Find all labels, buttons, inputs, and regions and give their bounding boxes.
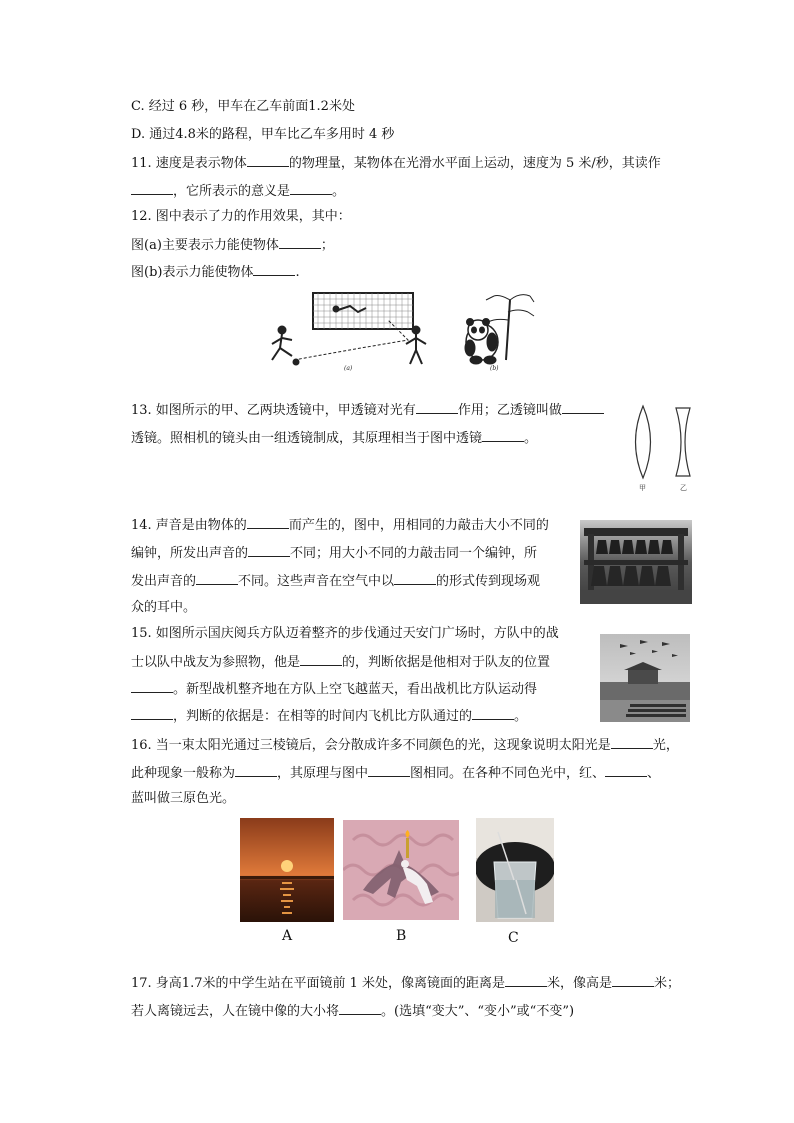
q16-image-a-sunset [240,818,334,922]
q16-line1 [131,735,679,755]
q14-text: 14. 声音是由物体的 [131,518,247,533]
q13-lens-figure [628,404,704,492]
q15-text: 。 [514,709,528,724]
answer-blank[interactable] [562,400,604,414]
q17-text: 17. 身高1.7米的中学生站在平面镜前 1 米处，像离镜面的距离是 [131,976,506,991]
answer-blank[interactable] [279,235,321,249]
q14-line3 [131,571,540,591]
q14-line2 [131,543,537,563]
answer-blank[interactable] [253,262,295,276]
answer-blank[interactable] [472,706,514,720]
answer-blank[interactable] [612,973,654,987]
q13-text-1: 13. 如图所示的甲、乙两块透镜中，甲透镜对光有 [131,403,416,418]
answer-blank[interactable] [247,153,289,167]
q12-punct: . [295,265,300,280]
q17-line1 [131,973,680,993]
q16-text: 图相同。在各种不同色光中，红、 [410,766,606,781]
q16-text: 光， [652,738,679,753]
q16-text: 16. 当一束太阳光通过三棱镜后，会分散成许多不同颜色的光，这现象说明太阳光是 [131,738,611,753]
q16-text: 此种现象一般称为 [131,766,236,781]
q17-text: 米； [654,976,681,991]
q14-text: 编钟，所发出声音的 [131,546,249,561]
q15-text: ，判断的依据是：在相等的时间内飞机比方队通过的 [173,709,473,724]
answer-blank[interactable] [505,973,547,987]
q13-text-2: 作用；乙透镜叫做 [457,403,562,418]
answer-blank[interactable] [605,763,647,777]
q16-line2 [131,763,660,783]
q16-caption-b: B [396,928,407,944]
answer-blank[interactable] [394,571,436,585]
answer-blank[interactable] [196,571,238,585]
answer-blank[interactable] [611,735,653,749]
q15-parade-photo [600,634,690,722]
q15-line1: 15. 如图所示国庆阅兵方队迈着整齐的步伐通过天安门广场时，方队中的战 [131,626,559,641]
answer-blank[interactable] [290,181,332,195]
answer-blank[interactable] [247,515,289,529]
q11-line2 [131,181,345,201]
q12-line1: 12. 图中表示了力的作用效果，其中： [131,209,351,224]
q11-line1 [131,153,661,173]
q15-line2 [131,652,550,672]
q16-line3: 蓝叫做三原色光。 [131,791,236,806]
q14-line1 [131,515,549,535]
answer-blank[interactable] [300,652,342,666]
q13-text-3: 透镜。照相机的镜头由一组透镜制成，其原理相当于图中透镜 [131,431,483,446]
q16-text: 、 [647,766,661,781]
q12-text-b: 图(b)表示力能使物体 [131,265,254,280]
q12-figure-soccer [258,290,438,374]
q14-text: 而产生的，图中，用相同的力敲击大小不同的 [288,518,549,533]
answer-blank[interactable] [368,763,410,777]
answer-blank[interactable] [131,679,173,693]
answer-blank[interactable] [235,763,277,777]
q13-line1 [131,400,604,420]
q14-text: 不同；用大小不同的力敲击同一个编钟，所 [290,546,538,561]
q10-option-c: C. 经过 6 秒，甲车在乙车前面1.2米处 [131,99,355,114]
q17-text: 米，像高是 [547,976,613,991]
q14-text: 发出声音的 [131,574,197,589]
lens-label-jia: 甲 [639,484,646,492]
q15-text: 士以队中战友为参照物，他是 [131,655,301,670]
answer-blank[interactable] [131,706,173,720]
q10-option-d: D. 通过4.8米的路程，甲车比乙车多用时 4 秒 [131,127,395,142]
q16-image-b-performance [343,820,459,920]
answer-blank[interactable] [339,1001,381,1015]
q12-line2 [131,235,334,255]
q13-line2 [131,428,537,448]
concave-lens-icon [676,408,690,476]
q16-caption-a: A [282,928,293,944]
q12-caption-b: (b) [490,365,499,372]
q12-figure-panda [446,290,536,374]
q15-line4 [131,706,527,726]
q12-text-a: 图(a)主要表示力能使物体 [131,238,279,253]
q14-line4: 众的耳中。 [131,600,197,615]
answer-blank[interactable] [416,400,458,414]
answer-blank[interactable] [131,181,173,195]
q11-text-2: 的物理量，某物体在光滑水平面上运动，速度为 5 米/秒，其读作 [288,156,661,171]
answer-blank[interactable] [482,428,524,442]
q11-text-1: 11. 速度是表示物体 [131,156,247,171]
q14-text: 不同。这些声音在空气中以 [238,574,395,589]
q17-text: 。(选填“变大”、“变小”或“不变”) [381,1004,575,1019]
q14-bells-photo [580,520,692,604]
answer-blank[interactable] [248,543,290,557]
q15-text: 的，判断依据是他相对于队友的位置 [342,655,551,670]
q14-text: 的形式传到现场观 [436,574,541,589]
q15-line3 [131,679,537,699]
q16-text: ，其原理与图中 [277,766,369,781]
lens-label-yi: 乙 [680,484,687,492]
q11-text-3: ，它所表示的意义是 [173,184,291,199]
q15-text: 。新型战机整齐地在方队上空飞越蓝天，看出战机比方队运动得 [173,682,538,697]
q11-text-4: 。 [332,184,346,199]
convex-lens-icon [636,406,651,478]
q16-image-c-glass [476,818,554,922]
q12-punct: ； [320,238,334,253]
q17-text: 若人离镜远去，人在镜中像的大小将 [131,1004,340,1019]
q12-line3 [131,262,300,282]
q16-caption-c: C [508,930,519,946]
q12-caption-a: (a) [344,365,353,372]
q13-text-4: 。 [524,431,538,446]
q17-line2 [131,1001,574,1021]
